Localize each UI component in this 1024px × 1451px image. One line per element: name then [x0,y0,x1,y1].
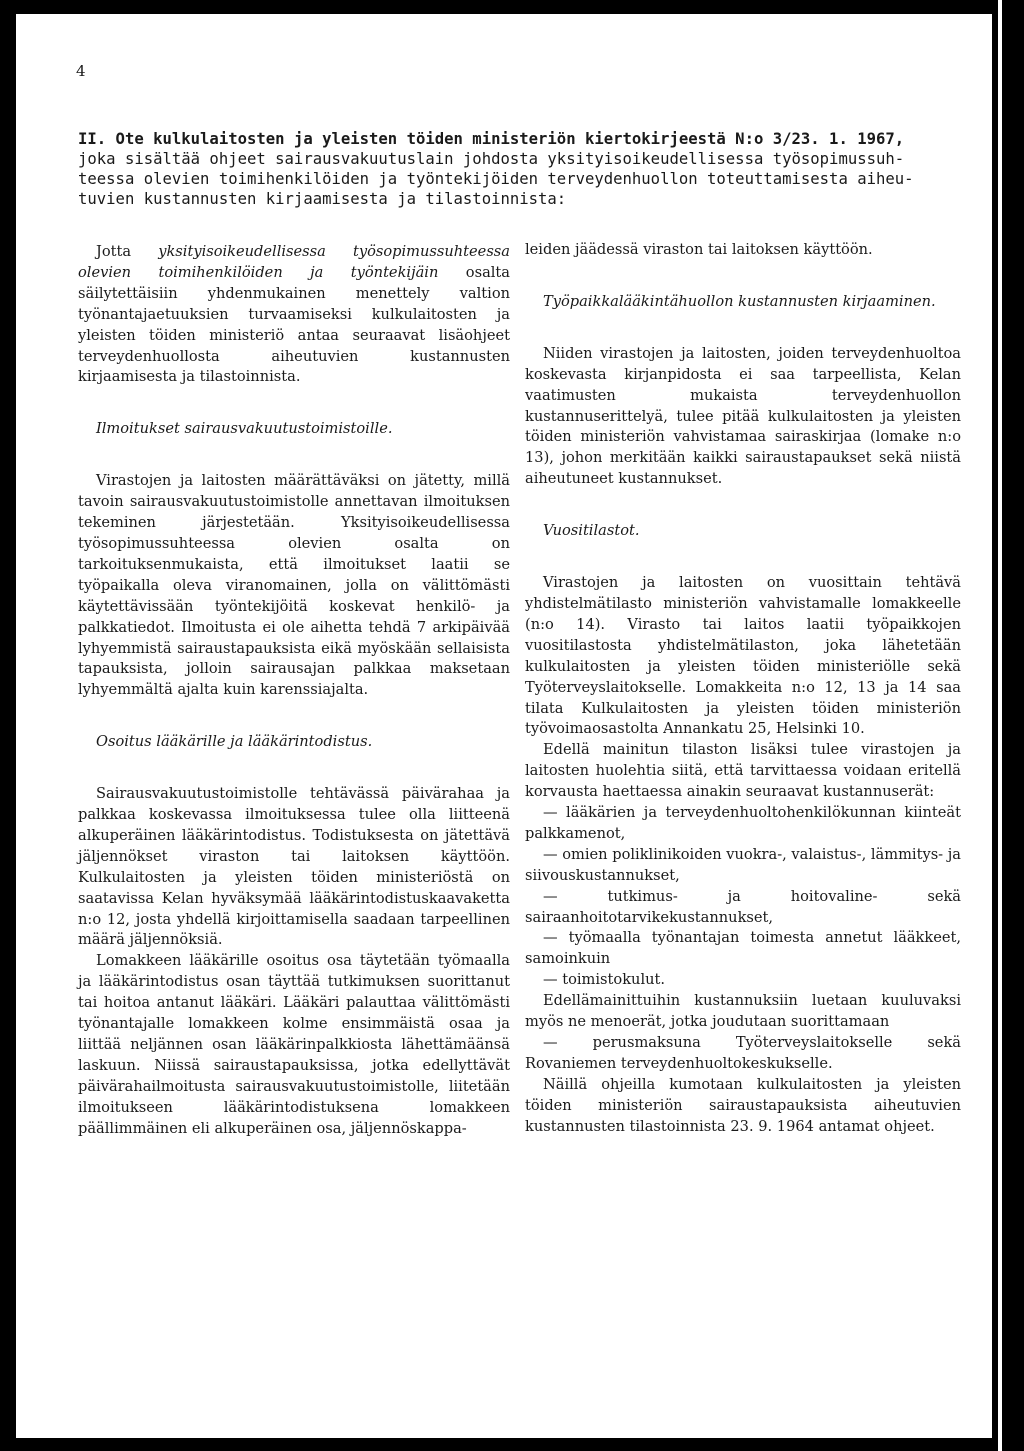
paragraph-menoerat: Edellämainittuihin kustannuksiin luetaan kuuluvaksi myös ne menoerät, jotka joudutaan suorittamaan [525,992,961,1031]
intro-paragraph [78,242,510,388]
subheading-vuositilastot: Vuositilastot. [543,522,640,540]
section-heading [78,129,988,209]
list-item-palkkamenot: — lääkärien ja terveydenhuoltohenkilökunnan kiinteät palkkamenot, [525,804,961,842]
subheading-osoitus: Osoitus lääkärille ja lääkärintodistus. [96,733,373,751]
left-column [78,242,510,1140]
heading-line-1: II. Ote kulkulaitosten ja yleisten töiden ministeriön kiertokirjeestä N:o 3/23. 1. 1967, [78,130,905,148]
intro-rest: osalta säilytettäisiin yhdenmukainen menettely valtion työnantajaetuuksien turvaamiseksi kulkulaitosten ja yleisten töiden ministeriö antaa seuraavat lisäohjeet terveydenhuollosta aiheutuvien kustannusten kirjaamisesta ja tilastoinnista. [78,263,510,386]
subheading-kirjaaminen: Työpaikkalääkintähuollon kustannusten kirjaaminen. [543,292,936,310]
heading-line-2: joka sisältää ohjeet sairausvakuutuslain johdosta yksityisoikeudellisessa työsopimussuh- [78,150,905,168]
list-item-poliklinikat: — omien poliklinikoiden vuokra-, valaistus-, lämmitys- ja siivouskustannukset, [525,845,961,884]
right-column [525,240,961,1138]
heading-line-3: teessa olevien toimihenkilöiden ja työntekijöiden terveydenhuollon toteuttamisesta aiheu- [78,170,914,188]
scan-edge-stripe [998,0,1002,1451]
list-item-perusmaksu: — perusmaksuna Työterveyslaitokselle sekä Rovaniemen terveydenhuoltokeskukselle. [525,1034,961,1072]
list-item-laakkeet: — työmaalla työnantajan toimesta annetut lääkkeet, samoinkuin [525,929,961,968]
paragraph-ilmoitukset: Virastojen ja laitosten määrättäväksi on jätetty, millä tavoin sairausvakuutustoimistolle annettavan ilmoituksen tekeminen järjestetään. Yksityisoikeudellisessa työsopimussuhteessa olevien osalta on tarkoituksenmukaista, että ilmoitukset laatii se työpaikalla oleva viranomainen, jolla on välittömästi käytettävissään työntekijöitä koskevat henkilö- ja palkkatiedot. Ilmoitusta ei ole aihetta tehdä 7 arkipäivää lyhyemmistä sairaustapauksista eikä myöskään sellaisista tapauksista, jolloin sairausajan palkkaa maksetaan lyhyemmältä ajalta kuin karenssiajalta. [78,472,510,699]
intro-italic: yksityisoikeudellisessa työsopimussuhteessa olevien toimihenkilöiden ja työntekijäin [78,243,510,281]
list-item-hoitovalineet: — tutkimus- ja hoitovaline- sekä sairaanhoitotarvikekustannukset, [525,887,961,926]
subheading-ilmoitukset: Ilmoitukset sairausvakuutustoimistoille. [96,420,393,438]
heading-line-4: tuvien kustannusten kirjaamisesta ja tilastoinnista: [78,190,567,208]
intro-prefix: Jotta [96,243,159,260]
paragraph-osoitus-2: Lomakkeen lääkärille osoitus osa täytetään työmaalla ja lääkärintodistus osan täyttää tutkimuksen suorittanut tai hoitoa antanut lääkäri. Lääkäri palauttaa välittömästi työnantajalle lomakkeen kolme ensimmäistä osaa ja liittää neljännen osan lääkärinpalkkiosta lähettämäänsä laskuun. Niissä sairaustapauksissa, jotka edellyttävät päivärahailmoitusta sairausvakuutustoimistolle, liitetään ilmoitukseen lääkärintodistuksena lomakkeen päällimmäinen eli alkuperäinen osa, jäljennöskappa- [78,952,510,1137]
paragraph-kumotaan: Näillä ohjeilla kumotaan kulkulaitosten ja yleisten töiden ministeriön sairaustapauksista aiheutuvien kustannusten tilastoinnista 23. 9. 1964 antamat ohjeet. [525,1075,961,1135]
paragraph-kustannuserat: Edellä mainitun tilaston lisäksi tulee virastojen ja laitosten huolehtia siitä, että tarvittaessa voidaan eritellä korvausta haettaessa ainakin seuraavat kustannuserät: [525,741,961,801]
page-number: 4 [76,62,86,80]
paragraph-kirjaaminen: Niiden virastojen ja laitosten, joiden terveydenhuoltoa koskevasta kirjanpidosta ei saa tarpeellista, Kelan vaatimusten mukaista terveydenhuollon kustannuserittelyä, tulee pitää kulkulaitosten ja yleisten töiden ministeriön vahvistamaa sairaskirjaa (lomake n:o 13), johon merkitään kaikki sairaustapaukset sekä niistä aiheutuneet kustannukset. [525,344,961,488]
paragraph-vuositilastot: Virastojen ja laitosten on vuosittain tehtävä yhdistelmätilasto ministeriön vahvistamalle lomakkeelle (n:o 14). Virasto tai laitos laatii työpaikkojen vuositilastosta yhdistelmätilaston, joka lähetetään kulkulaitosten ja yleisten töiden ministeriölle sekä Työterveyslaitokselle. Lomakkeita n:o 12, 13 ja 14 saa tilata Kulkulaitosten ja yleisten töiden ministeriön työvoimaosastolta Annankatu 25, Helsinki 10. [525,574,961,738]
paragraph-osoitus-1: Sairausvakuutustoimistolle tehtävässä päivärahaa ja palkkaa koskevassa ilmoituksessa tulee olla liitteenä alkuperäinen lääkärintodistus. Todistuksesta on jätettävä jäljennökset viraston tai laitoksen käyttöön. Kulkulaitosten ja yleisten töiden ministeriöstä on saatavissa Kelan hyväksymää lääkärintodistuskaavaketta n:o 12, josta yhdellä kirjoittamisella saadaan tarpeellinen määrä jäljennöksiä. [78,785,510,949]
document-page [16,14,992,1438]
paragraph-continuation: leiden jäädessä viraston tai laitoksen käyttöön. [525,241,873,258]
list-item-toimistokulut: — toimistokulut. [543,971,666,989]
